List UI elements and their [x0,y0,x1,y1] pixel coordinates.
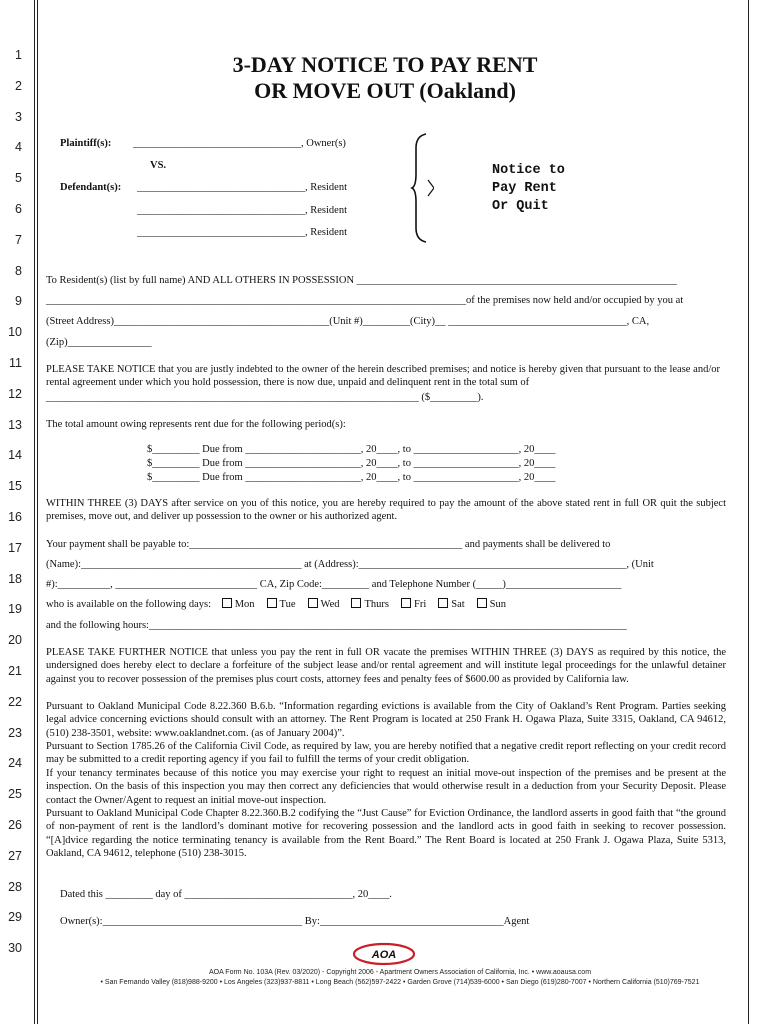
day-label: Wed [320,599,340,610]
line-number: 9 [15,294,22,309]
plaintiff-field[interactable]: ________________________________, Owner(s) [133,138,346,149]
title-line-2: OR MOVE OUT (Oakland) [254,78,516,103]
period-row[interactable]: $_________ Due from ______________________, 20____, to ____________________, 20____ [147,472,556,483]
day-label: Sun [489,599,507,610]
logo-text: AOA [371,949,397,961]
line-number: 1 [15,48,22,62]
line-number: 14 [8,448,22,463]
period-row[interactable]: $_________ Due from ______________________, 20____, to ____________________, 20____ [147,444,556,455]
total-sum-field[interactable]: _______________________________________________________________________ ($_________). [46,392,484,403]
line-number: 17 [8,540,22,555]
line-number: 29 [8,910,22,925]
resident-field-2[interactable]: ________________________________, Resident [137,205,347,216]
margin-rule-left-1 [34,0,35,1024]
resident-field-3[interactable]: ________________________________, Resident [137,227,347,238]
day-label: Mon [234,599,255,610]
line-number: 20 [8,633,22,648]
line-number: 10 [8,325,22,340]
aoa-logo [352,942,416,966]
day-label: Sat [451,599,465,610]
plaintiff-label: Plaintiff(s): [60,138,112,149]
just-cause-paragraph: Pursuant to Oakland Municipal Code Chapter 8.22.360.B.2 codifying the “Just Cause” for Eviction Ordinance, the landlord asserts in good faith that “the ground of non-payment of rent is the landlord’s dominant motive for recovering possession and the landlord acts in good faith in seeking to recover possession. “[A]dvice regarding the notice terminating tenancy is available from the Rent Board.” The Rent Board is located at 250 Frank J. Ogawa Plaza, Suite 5313, Oakland, CA 94612, telephone (510) 238-3015. [46,808,726,860]
vs-label: VS. [150,160,167,171]
payable-to-line[interactable]: Your payment shall be payable to:____________________________________________________ and payments shall be delivered to [46,539,611,550]
periods-intro: The total amount owing represents rent due for the following period(s): [46,419,346,430]
credit-report-paragraph: Pursuant to Section 1785.26 of the California Civil Code, as required by law, you are hereby notified that a negative credit report reflecting on your credit record may be submitted to a credit reporting agency if you fail to fulfill the terms of your credit obligation. [46,741,726,766]
footer-offices: • San Fernando Valley (818)988-9200 • Los Angeles (323)937-8811 • Long Beach (562)597-2422 • Garden Grove (714)539-6000 • San Diego (619)280-7007 • Northern California (510)769-7521 [100,979,700,986]
footer-form-info: AOA Form No. 103A (Rev. 03/2020) - Copyright 2006 - Apartment Owners Association of California, Inc. • www.aoausa.com [208,969,592,976]
days-checkboxes [222,599,506,610]
line-number: 30 [8,941,22,956]
defendant-field[interactable]: ________________________________, Resident [137,182,347,193]
residents-line-2[interactable]: ________________________________________________________________________________of the premises now held and/or occupied by you at [46,295,684,306]
within-three-days-paragraph: WITHIN THREE (3) DAYS after service on you of this notice, you are hereby required to pay the amount of the above stated rent in full OR quit the subject premises, move out, and deliver up possession to the owner or his authorized agent. [46,498,726,523]
line-number: 15 [8,479,22,494]
line-number: 19 [8,602,22,617]
rent-program-paragraph: Pursuant to Oakland Municipal Code 8.22.360 B.6.b. “Information regarding evictions is available from the City of Oakland’s Rent Program. Parties seeking legal advice concerning evictions should consult with an attorney. The Rent Program is located at 250 Frank H. Ogawa Plaza, Suite 3315, Oakland, CA 94612, (510) 238-3501, website: www.oaklandnet.com. (as of January 2004)”. [46,701,726,739]
further-notice-paragraph: PLEASE TAKE FURTHER NOTICE that unless you pay the rent in full OR vacate the premises WITHIN THREE (3) DAYS as required by this notice, the undersigned does hereby elect to declare a forfeiture of the subject lease and/or rental agreement and will institute legal proceedings for the unlawful detainer against you to recover possession of the premises plus court costs, attorney fees and penalty fees of $600.00 as provided by California law. [46,647,726,685]
defendant-label: Defendant(s): [60,182,122,193]
line-number: 25 [8,787,22,802]
line-number: 21 [8,664,22,678]
day-checkbox-mon[interactable] [222,598,232,608]
dated-line[interactable]: Dated this _________ day of ________________________________, 20____. [60,889,392,900]
margin-rule-right [748,0,749,1024]
payee-name-address-line[interactable]: (Name):__________________________________________ at (Address):___________________________________________________, (Unit [46,559,654,570]
notice-box-text: Notice to Pay Rent Or Quit [492,163,565,214]
line-number: 27 [8,848,22,863]
line-number: 12 [8,386,22,401]
day-checkbox-tue[interactable] [267,598,277,608]
title-line-1: 3-DAY NOTICE TO PAY RENT [232,52,538,77]
notice-paragraph: PLEASE TAKE NOTICE that you are justly indebted to the owner of the herein described premises; and notice is hereby given that pursuant to the lease and/or rental agreement under which you hold possession, there is now due, unpaid and delinquent rent in the total sum of [46,364,720,389]
available-days-row [46,598,506,611]
residents-line-1[interactable]: To Resident(s) (list by full name) AND ALL OTHERS IN POSSESSION _____________________________________________________________ [46,275,677,286]
line-number: 22 [8,694,22,709]
period-row[interactable]: $_________ Due from ______________________, 20____, to ____________________, 20____ [147,458,556,469]
line-number: 3 [15,109,22,124]
payee-city-phone-line[interactable]: #):__________, ___________________________ CA, Zip Code:_________ and Telephone Number (_____)______________________ [46,579,622,590]
day-checkbox-sun[interactable] [477,598,487,608]
margin-rule-left-2 [37,0,38,1024]
line-number: 5 [15,171,22,186]
move-out-inspection-paragraph: If your tenancy terminates because of this notice you may exercise your right to request an initial move-out inspection of the premises and be present at the inspection. On the basis of this inspection you may then correct any deficiencies that would otherwise result in a deduction from your Security Deposit. Please contact the Owner/Agent to request an initial move-out inspection. [46,768,726,806]
line-number: 6 [15,202,22,216]
available-hours-line[interactable]: and the following hours:___________________________________________________________________________________________ [46,620,627,631]
line-number: 13 [8,417,22,432]
line-number: 18 [8,571,22,586]
day-checkbox-sat[interactable] [438,598,448,608]
zip-line[interactable]: (Zip)________________ [46,337,152,348]
available-days-label: who is available on the following days: [46,599,212,610]
day-checkbox-thurs[interactable] [351,598,361,608]
page-title [150,52,620,104]
line-number: 4 [15,140,22,155]
line-number: 23 [8,725,22,740]
line-number: 16 [8,510,22,524]
day-checkbox-wed[interactable] [308,598,318,608]
line-number: 26 [8,818,22,832]
day-checkbox-fri[interactable] [401,598,411,608]
day-label: Tue [279,599,296,610]
day-label: Fri [413,599,427,610]
address-line[interactable]: (Street Address)_________________________________________(Unit #)_________(City)__ __________________________________, CA, [46,316,650,327]
owner-agent-line[interactable]: Owner(s):______________________________________ By:___________________________________Agent [60,916,530,927]
day-label: Thurs [364,599,389,610]
line-number: 8 [15,263,22,278]
line-number: 7 [15,232,22,247]
line-number: 24 [8,756,22,771]
line-number: 28 [8,879,22,894]
caption-brace [410,132,434,244]
line-number: 2 [15,78,22,93]
line-number: 11 [9,356,22,370]
